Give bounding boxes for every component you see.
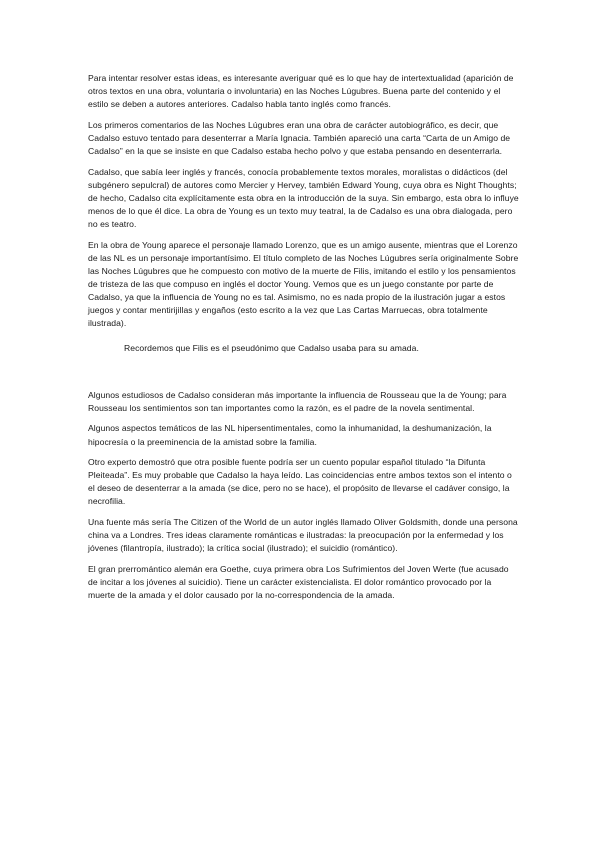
paragraph-goldsmith: Una fuente más sería The Citizen of the World de un autor inglés llamado Oliver Goldsmith, donde una persona china va a Londres. Tres ideas claramente románticas e ilustradas: la preocupación por la enfermedad y los jóvenes (filantropía, ilustrado); la crítica social (ilustrado); el suicidio (romántico). <box>88 517 518 554</box>
paragraph-intertextualidad: Para intentar resolver estas ideas, es interesante averiguar qué es lo que hay de intertextualidad (aparición de otros textos en una obra, voluntaria o involuntaria) en las Noches Lúgubres. Buena parte del contenido y el estilo se deben a autores anteriores. Cadalso habla tanto inglés como francés. <box>88 73 514 110</box>
paragraph-lorenzo: En la obra de Young aparece el personaje llamado Lorenzo, que es un amigo ausente, mientras que el Lorenzo de las NL es un personaje importantísimo. El título completo de las Noches Lúgubres sería originalmente Sobre las Noches Lúgubres que he compuesto con motivo de la muerte de Filis, imitando el estilo y los pensamientos de tristeza de las que compuso en inglés el doctor Young. Vemos que es un juego constante por parte de Cadalso, ya que la influencia de Young no es tal. Asimismo, no es nada propio de la ilustración jugar a estos juegos y contar mentirijillas y engaños (esto escrito a la vez que Las Cartas Marruecas, obra totalmente ilustrada). <box>88 239 519 329</box>
section-gap <box>88 363 520 389</box>
paragraph-rousseau: Algunos estudiosos de Cadalso consideran más importante la influencia de Rousseau que la de Young; para Rousseau los sentimientos son tan importantes como la razón, es el padre de la novela sentimental. <box>88 389 507 413</box>
paragraph-filis-note: Recordemos que Filis es el pseudónimo que Cadalso usaba para su amada. <box>124 343 419 354</box>
paragraph-influencias: Cadalso, que sabía leer inglés y francés, conocía probablemente textos morales, moralistas o didácticos (del subgénero sepulcral) de autores como Mercier y Hervey, también Edward Young, cuya obra es Night Thoughts; de hecho, Cadalso cita explícitamente esta obra en la introducción de la suya. Sin embargo, esta obra lo influye menos de lo que él dice. La obra de Young es un texto muy teatral, la de Cadalso es una obra dialogada, pero no es teatro. <box>88 166 519 229</box>
paragraph-difunta-pleiteada: Otro experto demostró que otra posible fuente podría ser un cuento popular español titulado “la Difunta Pleiteada”. Es muy probable que Cadalso la haya leído. Las coincidencias entre ambos textos son el intento o el deseo de desenterrar a la amada (se dice, pero no se hace), el propósito de llevarse el cadáver consigo, la necrofilia. <box>88 457 512 507</box>
paragraph-primeros-comentarios: Los primeros comentarios de las Noches Lúgubres eran una obra de carácter autobiográfico, es decir, que Cadalso estuvo tentado para desenterrar a María Ignacia. También apareció una carta “Carta de un Amigo de Cadalso” en la que se insiste en que Cadalso estaba hecho polvo y que estaba pensando en desenterrarla. <box>88 119 511 156</box>
paragraph-aspectos-tematicos: Algunos aspectos temáticos de las NL hipersentimentales, como la inhumanidad, la deshumanización, la hipocresía o la preeminencia de la amistad sobre la familia. <box>88 423 492 447</box>
paragraph-goethe: El gran prerromántico alemán era Goethe, cuya primera obra Los Sufrimientos del Joven Werte (fue acusado de incitar a los jóvenes al suicidio). Tiene un carácter existencialista. El dolor romántico provocado por la muerte de la amada y el dolor causado por la no-correspondencia de la amada. <box>88 563 509 600</box>
